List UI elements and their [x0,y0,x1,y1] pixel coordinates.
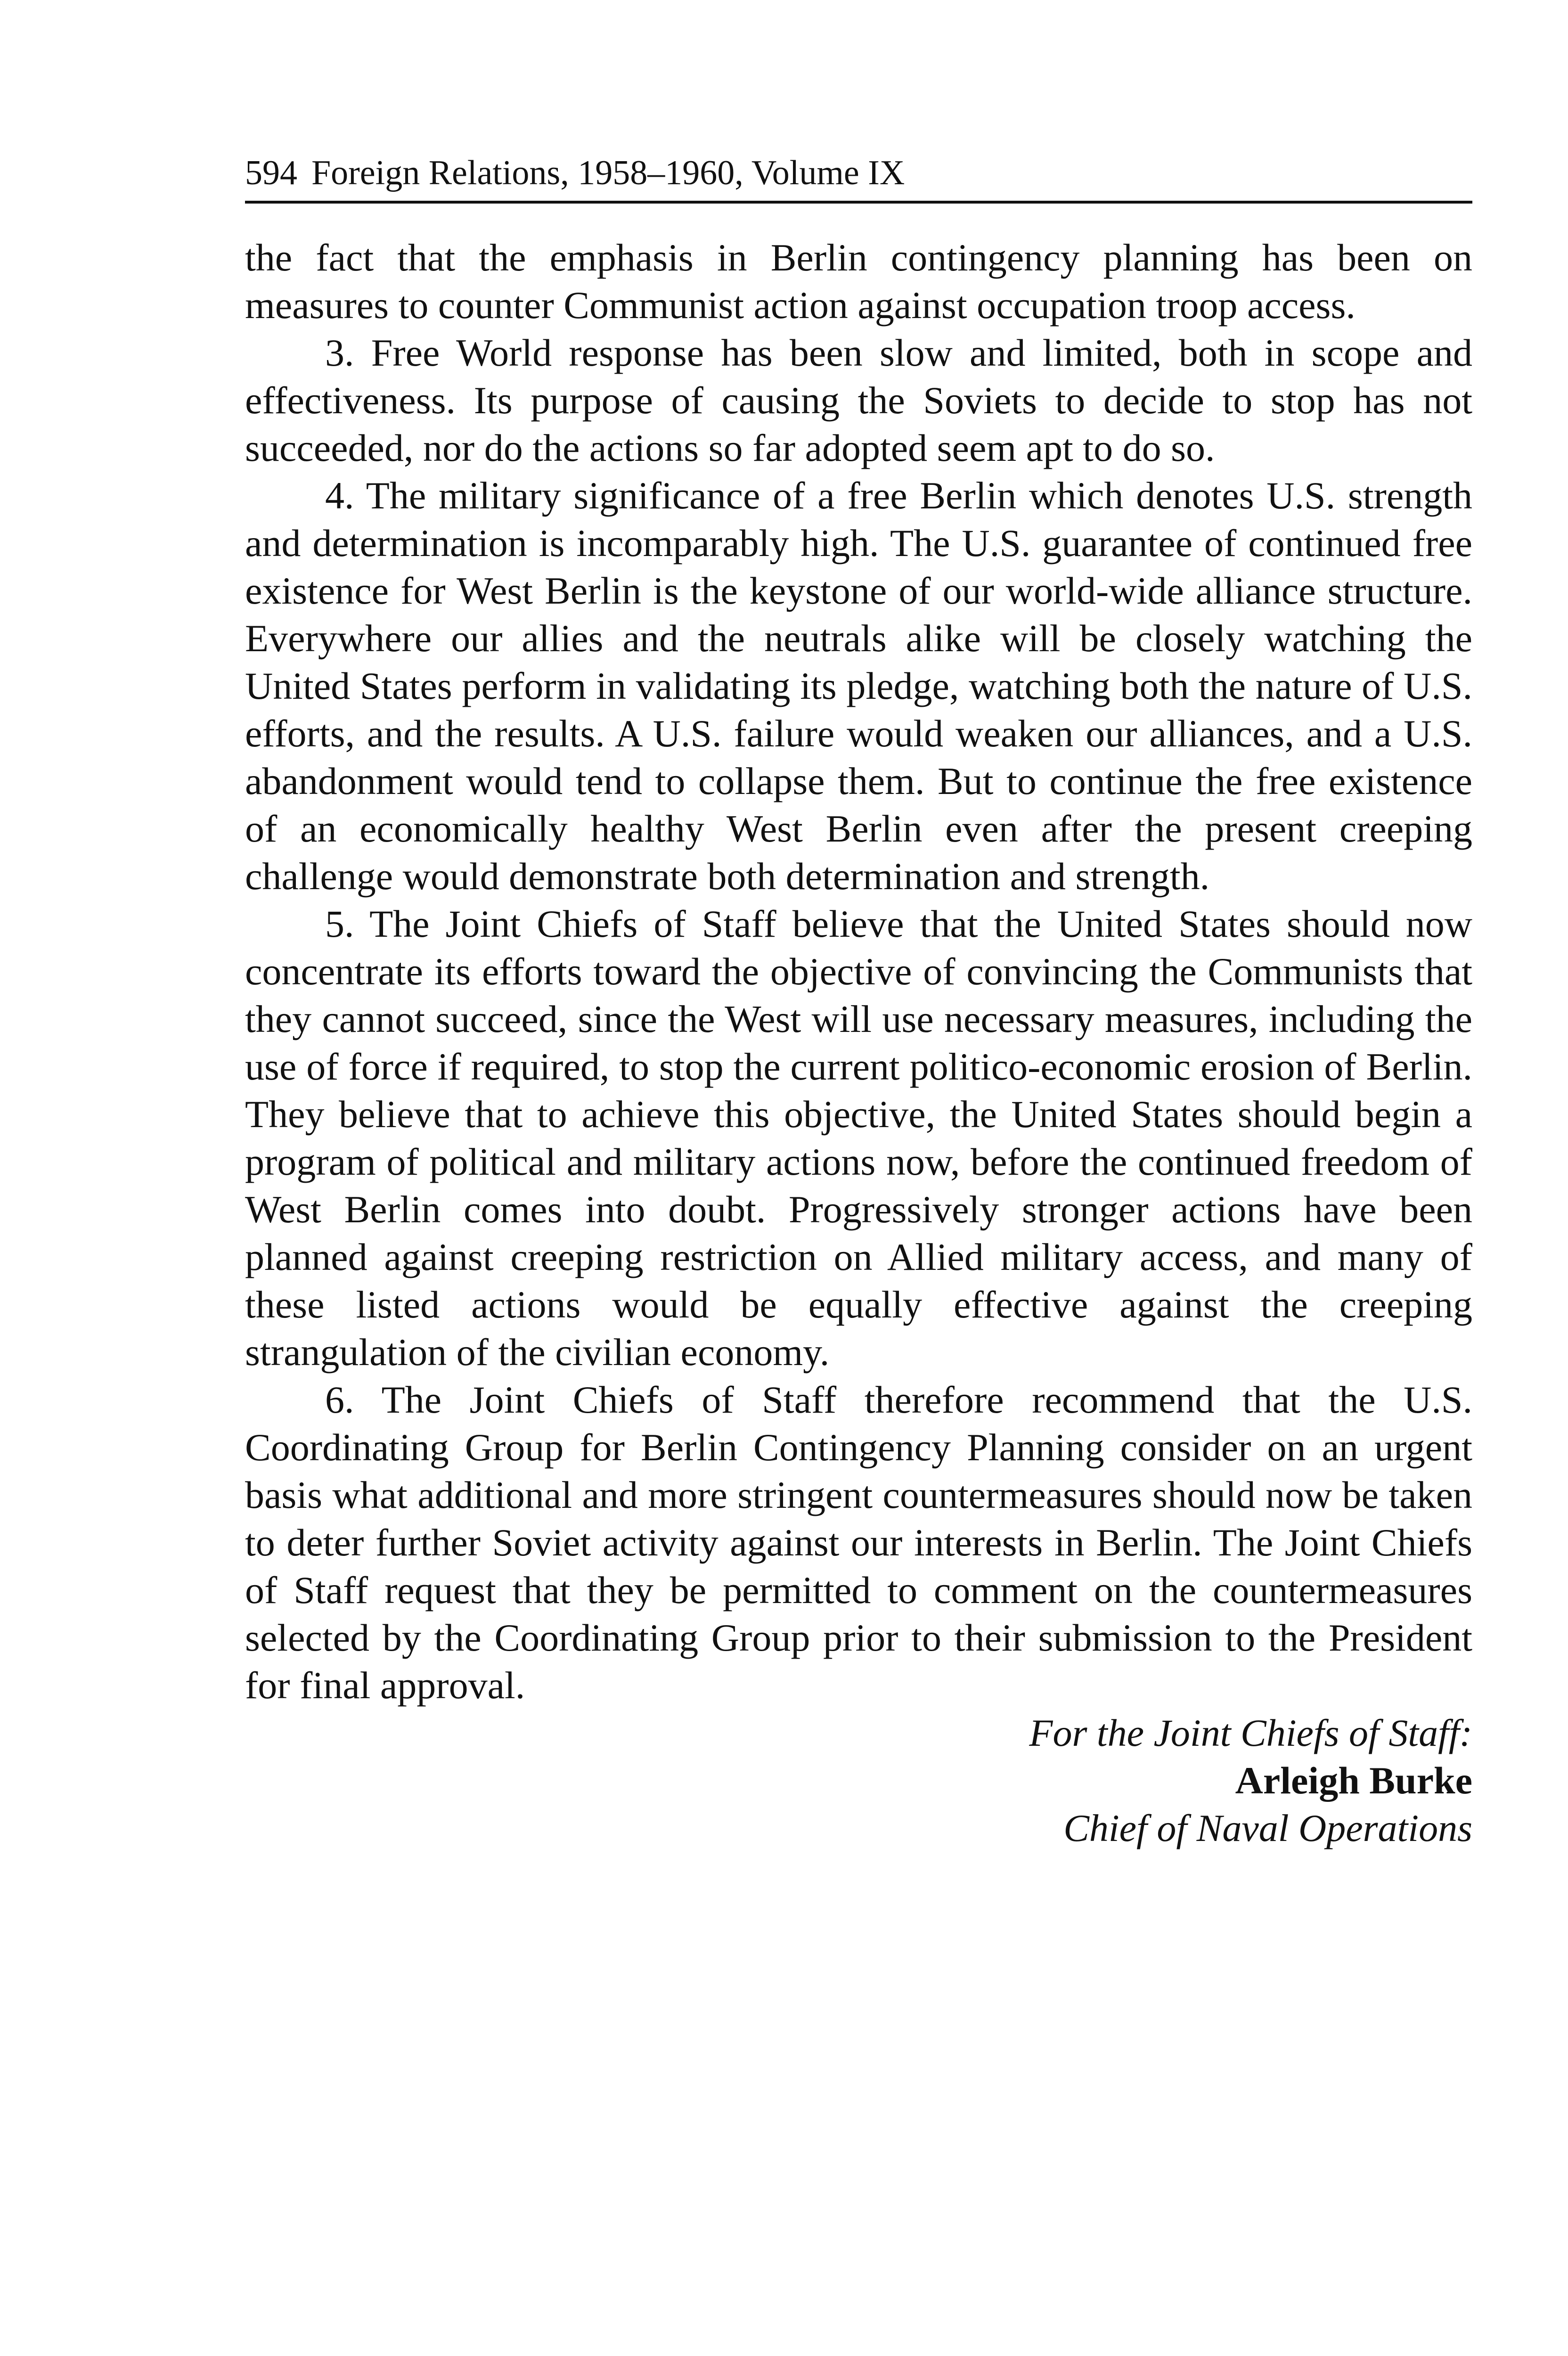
signature-name: Arleigh Burke [1235,1759,1472,1802]
running-title: Foreign Relations, 1958–1960, Volume IX [311,154,905,192]
signature-title: Chief of Naval Operations [1063,1807,1472,1849]
paragraph-5: 5. The Joint Chiefs of Staff believe that the United States should now concentrate its efforts toward the objective of convincing the Communists that they cannot succeed, since the West will use necessary measures, including the use of force if required, to stop the current politico-economic erosion of Berlin. They believe that to achieve this objective, the United States should begin a program of political and military actions now, before the continued freedom of West Berlin comes into doubt. Progressively stronger actions have been planned against creeping restriction on Allied military access, and many of these listed actions would be equally effective against the creeping strangulation of the civilian economy. [245,902,1472,1374]
paragraph-6: 6. The Joint Chiefs of Staff therefore recommend that the U.S. Coordinating Group for Berlin Contingency Planning consider on an urgent basis what additional and more stringent countermeasures should now be taken to deter further Soviet activity against our interests in Berlin. The Joint Chiefs of Staff request that they be permitted to comment on the countermeasures selected by the Coordinating Group prior to their submission to the President for final approval. [245,1378,1472,1707]
paragraph-3: 3. Free World response has been slow and limited, both in scope and effectiveness. Its purpose of causing the Soviets to decide to stop has not succeeded, nor do the actions so far adopted seem apt to do so. [245,331,1472,469]
signature-for-line: For the Joint Chiefs of Staff: [1029,1711,1472,1754]
body-text [245,234,1472,1709]
page-number: 594 [245,154,297,192]
running-head [245,155,1472,204]
signature-block [245,1709,1472,1852]
document-page [245,155,1472,1852]
paragraph-continuation: the fact that the emphasis in Berlin contingency planning has been on measures to counter Communist action against occupation troop access. [245,236,1472,327]
paragraph-4: 4. The military significance of a free Berlin which denotes U.S. strength and determination is incomparably high. The U.S. guarantee of continued free existence for West Berlin is the keystone of our world-wide alliance structure. Everywhere our allies and the neutrals alike will be closely watching the United States perform in validating its pledge, watching both the nature of U.S. efforts, and the results. A U.S. failure would weaken our alliances, and a U.S. abandonment would tend to collapse them. But to continue the free existence of an economically healthy West Berlin even after the present creeping challenge would demonstrate both determination and strength. [245,474,1472,898]
